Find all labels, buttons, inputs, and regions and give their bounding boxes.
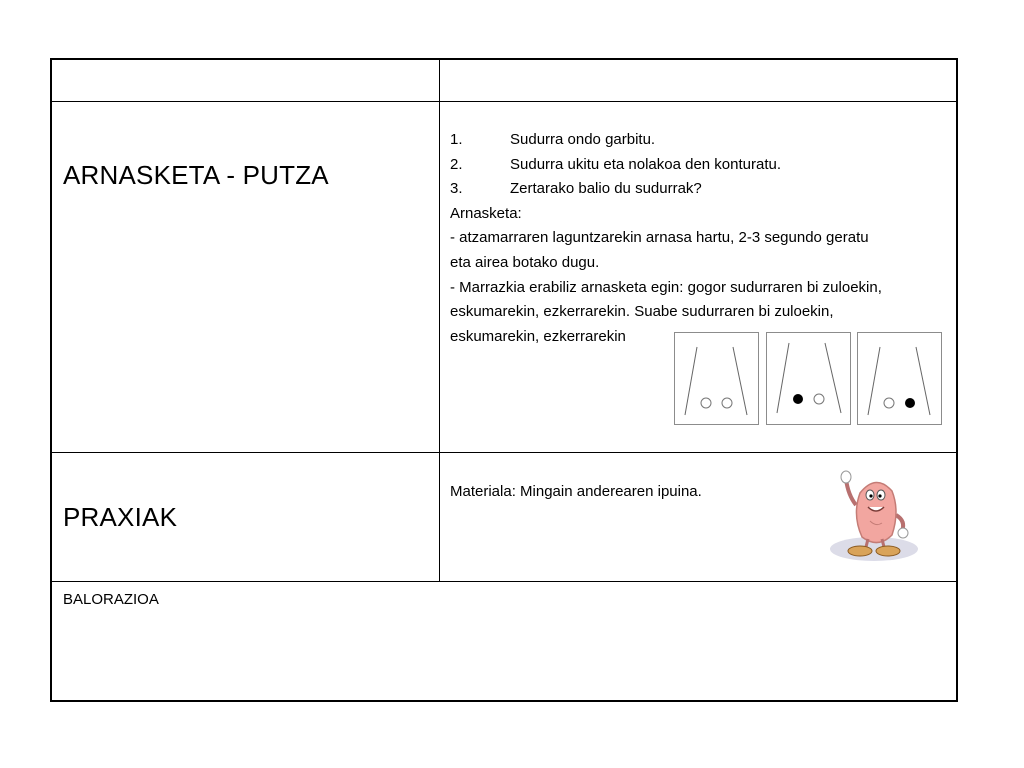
header-cell-right — [440, 60, 956, 101]
breathing-instruction-line: - atzamarraren laguntzarekin arnasa hartu, 2-3 segundo geratu — [450, 229, 869, 247]
breathing-instruction-line: eskumarekin, ezkerrarekin. Suabe sudurraren bi zuloekin, — [450, 303, 834, 321]
breathing-instruction-line: eskumarekin, ezkerrarekin — [450, 327, 626, 345]
breathing-steps-list — [450, 128, 882, 349]
list-item: 2. Sudurra ukitu eta nolakoa den konturatu. — [450, 155, 782, 173]
praxis-content-cell — [440, 453, 956, 581]
praxis-title: PRAXIAK — [63, 502, 178, 532]
praxis-material-text: Materiala: Mingain anderearen ipuina. — [450, 483, 702, 500]
header-cell-left — [52, 60, 440, 101]
breathing-content-cell — [440, 102, 956, 452]
nose-both-open-icon — [674, 332, 759, 425]
breathing-title: ARNASKETA - PUTZA — [63, 160, 329, 190]
nose-right-closed-icon — [857, 332, 942, 425]
breathing-instruction-line: eta airea botako dugu. — [450, 253, 600, 271]
list-item: 1. Sudurra ondo garbitu. — [450, 131, 656, 148]
breathing-heading: Arnasketa: — [450, 204, 522, 222]
list-item: 3. Zertarako balio du sudurrak? — [450, 180, 702, 198]
evaluation-label: BALORAZIOA — [63, 591, 159, 608]
table-header-row — [52, 60, 956, 102]
table-row-breathing — [52, 102, 956, 453]
breathing-instruction-line: - Marrazkia erabiliz arnasketa egin: gogor sudurraren bi zuloekin, — [450, 278, 882, 296]
praxis-title-cell — [52, 453, 440, 581]
nose-left-closed-icon — [766, 332, 851, 425]
table-row-evaluation — [52, 582, 956, 700]
breathing-title-cell — [52, 102, 440, 452]
tongue-character-icon — [826, 465, 926, 565]
table-row-praxis — [52, 453, 956, 582]
nose-diagrams — [674, 332, 944, 426]
evaluation-table — [50, 58, 958, 702]
